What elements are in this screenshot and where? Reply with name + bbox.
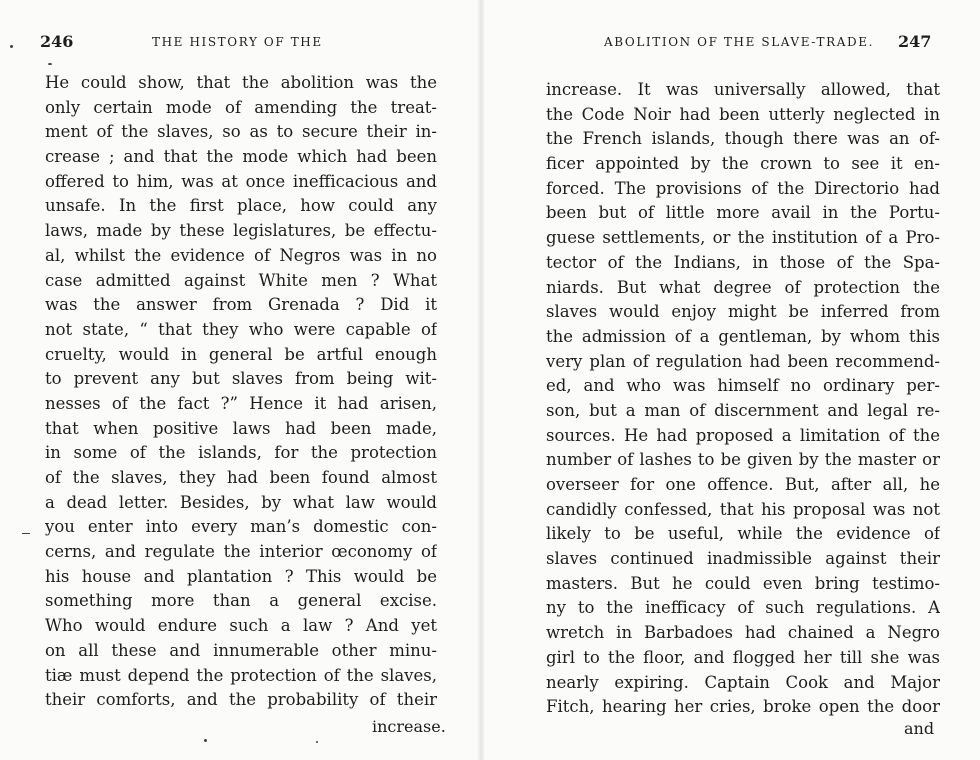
text-line: wretch in Barbadoes had chained a Negro: [546, 623, 940, 643]
text-line: masters. But he could even bring testimo-: [546, 573, 940, 593]
text-line: slaves would enjoy might be inferred from: [546, 302, 940, 322]
text-line: laws, made by these legislatures, be effectu-: [45, 221, 437, 241]
text-line: slaves continued inadmissible against their: [546, 549, 940, 569]
text-line: in some of the islands, for the protection: [45, 443, 437, 463]
text-line: the French islands, though there was an of-: [546, 129, 940, 149]
text-line: cruelty, would in general be artful enough: [45, 344, 437, 364]
text-line: girl to the floor, and flogged her till she was: [546, 647, 940, 667]
text-line: on all these and innumerable other minu-: [45, 640, 437, 660]
print-speck: [10, 45, 13, 48]
text-line: not state, “ that they who were capable of: [45, 319, 437, 339]
text-line: that when positive laws had been made,: [45, 418, 437, 438]
print-speck: [22, 533, 30, 534]
page-number: 246: [40, 32, 74, 51]
text-line: the Code Noir had been utterly neglected in: [546, 104, 940, 124]
text-line: Who would endure such a law ? And yet: [45, 616, 437, 636]
text-line: ficer appointed by the crown to see it en-: [546, 154, 940, 174]
catchword: increase.: [372, 717, 446, 736]
text-line: son, but a man of discernment and legal re-: [546, 400, 940, 420]
text-line: likely to be useful, while the evidence of: [546, 524, 940, 544]
text-line: forced. The provisions of the Directorio had: [546, 178, 940, 198]
text-line: was the answer from Grenada ? Did it: [45, 295, 437, 315]
text-line: offered to him, was at once inefficacious and: [45, 171, 437, 191]
text-line: crease ; and that the mode which had been: [45, 147, 437, 167]
print-speck: [48, 63, 52, 65]
text-line: been but of little more avail in the Portu-: [546, 203, 940, 223]
text-line: overseer for one offence. But, after all, he: [546, 475, 940, 494]
text-line: of the slaves, they had been found almost: [45, 468, 437, 487]
text-line: nearly expiring. Captain Cook and Major: [546, 672, 940, 692]
text-line: tector of the Indians, in those of the Spa-: [546, 252, 940, 272]
text-line: something more than a general excise.: [45, 591, 437, 611]
catchword: and: [904, 719, 935, 738]
print-speck: [316, 741, 318, 743]
running-head: ABOLITION OF THE SLAVE-TRADE.: [604, 35, 875, 49]
page-body: [546, 78, 940, 720]
text-line: unsafe. In the first place, how could any: [45, 196, 437, 216]
text-line: al, whilst the evidence of Negros was in no: [45, 245, 437, 265]
left-page: [0, 0, 470, 760]
text-line: sources. He had proposed a limitation of the: [546, 425, 940, 445]
text-line: ed, and who was himself no ordinary per-: [546, 376, 940, 396]
text-line: to prevent any but slaves from being wit-: [45, 369, 437, 389]
text-line: He could show, that the abolition was the: [45, 73, 437, 92]
page-body: [45, 71, 437, 713]
book-gutter: [478, 0, 484, 760]
text-line: his house and plantation ? This would be: [45, 566, 437, 586]
print-speck: [204, 739, 207, 742]
text-line: case admitted against White men ? What: [45, 270, 437, 290]
text-line: candidly confessed, that his proposal was not: [546, 499, 940, 519]
text-line: number of lashes to be given by the master or: [546, 450, 940, 470]
text-line: Fitch, hearing her cries, broke open the door: [546, 697, 940, 717]
text-line: niards. But what degree of protection the: [546, 277, 940, 297]
right-page: [490, 0, 980, 760]
text-line: guese settlements, or the institution of a Pro-: [546, 228, 940, 248]
text-line: the admission of a gentleman, by whom this: [546, 326, 940, 346]
text-line: nesses of the fact ?” Hence it had arisen,: [45, 393, 437, 413]
text-line: only certain mode of amending the treat-: [45, 97, 437, 117]
text-line: ment of the slaves, so as to secure their in-: [45, 122, 437, 142]
text-line: increase. It was universally allowed, that: [546, 80, 940, 99]
running-head: THE HISTORY OF THE: [152, 35, 323, 49]
text-line: very plan of regulation had been recommend-: [546, 351, 940, 371]
text-line: a dead letter. Besides, by what law would: [45, 492, 437, 512]
text-line: cerns, and regulate the interior œconomy of: [45, 542, 437, 562]
text-line: you enter into every man’s domestic con-: [45, 517, 437, 537]
text-line: tiæ must depend the protection of the slaves,: [45, 665, 437, 685]
page-number: 247: [898, 32, 932, 51]
text-line: their comforts, and the probability of their: [45, 690, 437, 710]
text-line: ny to the inefficacy of such regulations. A: [546, 598, 940, 618]
